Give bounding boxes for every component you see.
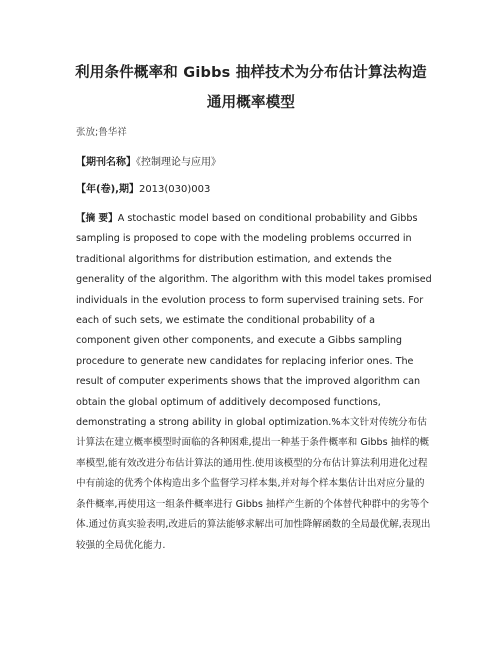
abstract-text: A stochastic model based on conditional probability and Gibbs sampling is proposed to cope with the modeling problems occurred in traditional algorithms for distribution estimation, and extends the generality of the algorithm. The algorithm with this model takes promised individuals in the evolution process to form supervised training sets. For each of such sets, we estimate the conditional probability of a component given other components, and execute a Gibbs sampling procedure to generate new candidates for replacing inferior ones. The result of computer experiments shows that the improved algorithm can obtain the global optimum of additively decomposed functions, demonstrating a strong ability in global optimization.%本文针对传统分布估计算法在建立概率模型时面临的各种困难,提出一种基于条件概率和 Gibbs 抽样的概率模型,能有效改进分布估计算法的通用性.使用该模型的分布估计算法利用进化过程中有前途的优秀个体构造出多个监督学习样本集,并对每个样本集估计出对应分量的条件概率,再使用这一组条件概率进行 Gibbs 抽样产生新的个体替代种群中的劣等个体.通过仿真实验表明,改进后的算法能够求解出可加性降解函数的全局最优解,表现出较强的全局优化能力. [76,213,432,551]
journal-label: 【期刊名称】 [76,157,136,168]
year-issue-info [76,180,210,195]
year-issue-label: 【年(卷),期】 [76,184,139,195]
journal-name: 《控制理论与应用》 [136,157,221,168]
author-list: 张放;鲁华祥 [76,127,127,138]
abstract-label: 【摘 要】 [76,213,118,224]
abstract [76,209,432,556]
paper-title: 利用条件概率和 Gibbs 抽样技术为分布估计算法构造通用概率模型 [75,65,427,111]
journal-info [76,153,221,168]
year-issue-value: 2013(030)003 [138,184,211,195]
